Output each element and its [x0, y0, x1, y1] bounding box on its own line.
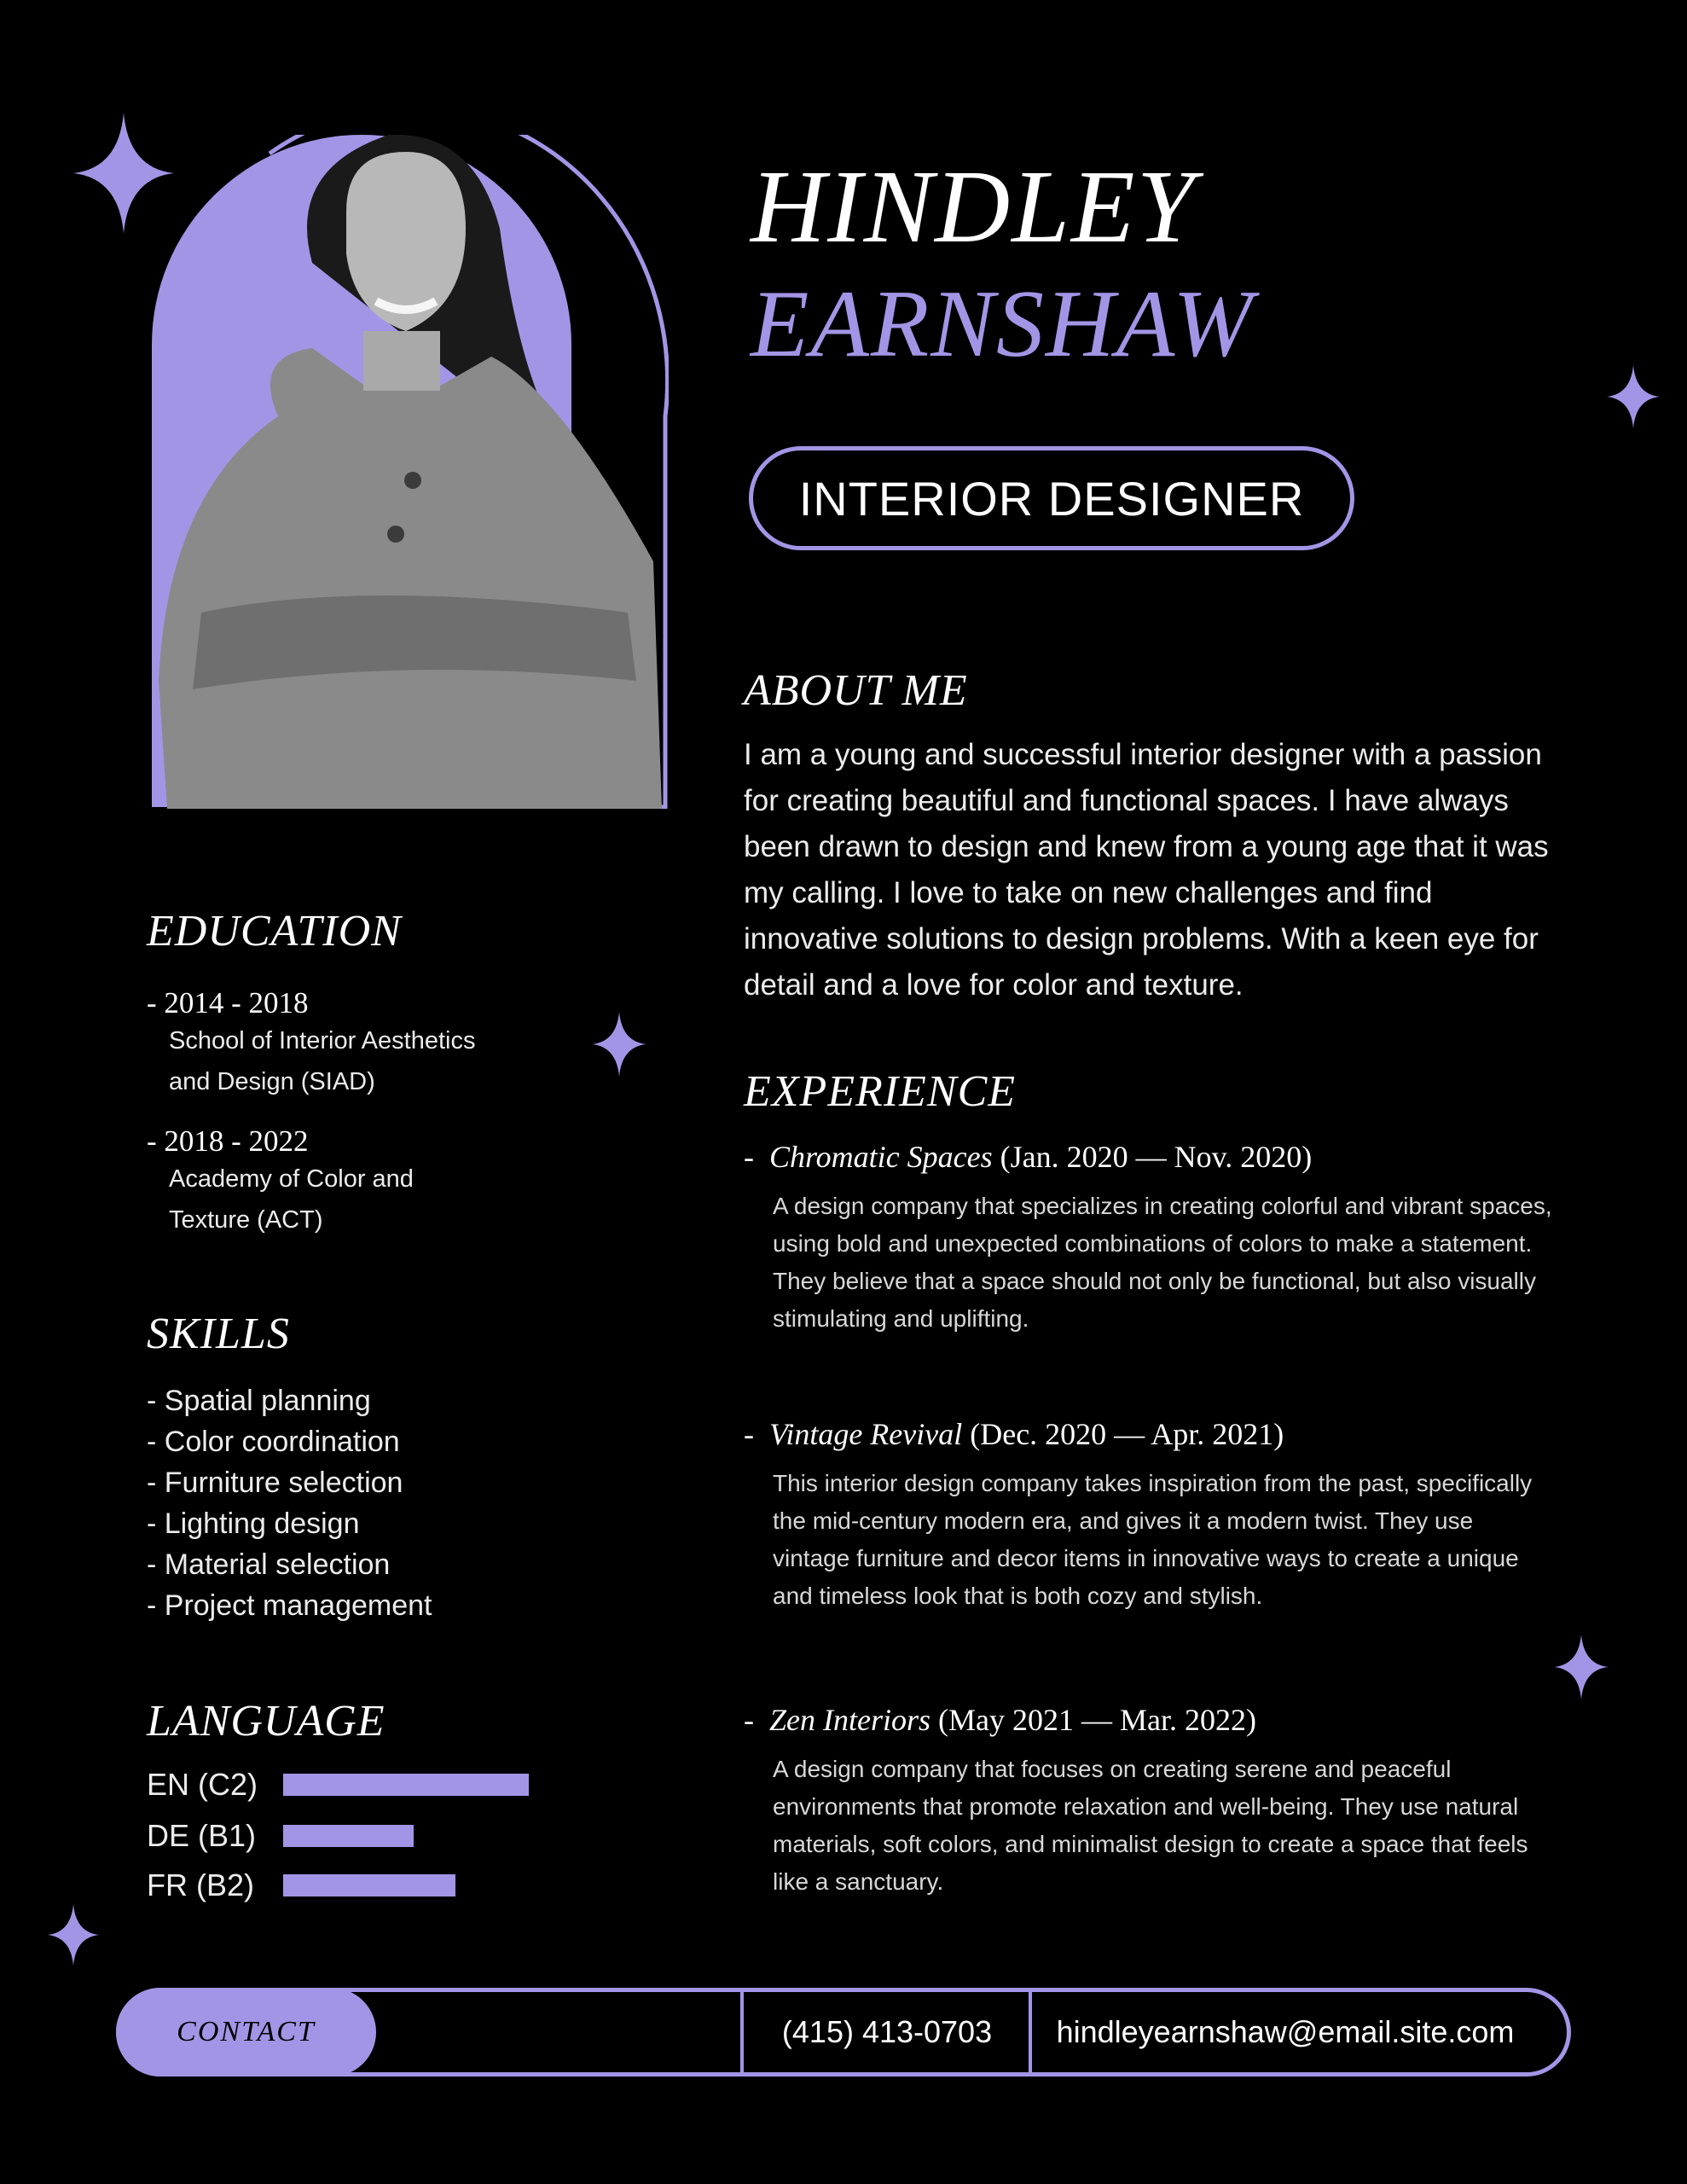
experience-dates: (Dec. 2020 — Apr. 2021)	[970, 1417, 1284, 1451]
language-label: DE (B1)	[147, 1818, 257, 1853]
experience-title	[744, 1414, 1554, 1455]
language-label: EN (C2)	[147, 1767, 258, 1802]
skill-item: - Lighting design	[147, 1507, 360, 1540]
skill-item: - Spatial planning	[147, 1385, 371, 1417]
education-years: - 2018 - 2022	[147, 1124, 309, 1158]
contact-email[interactable]: hindleyearnshaw@email.site.com	[1056, 2014, 1515, 2049]
education-item	[147, 986, 522, 1102]
about-heading: ABOUT ME	[744, 666, 968, 715]
experience-dash: -	[744, 1140, 754, 1174]
experience-title	[744, 1699, 1554, 1740]
about-text: I am a young and successful interior designer with a passion for creating beautiful and functional spaces. I have always been drawn to design and knew from a young age that it was my calling. I love to take on new challenges and find innovative solutions to design problems. With a keen eye for detail and a love for color and texture.	[744, 738, 1549, 1002]
education-item	[147, 1124, 522, 1240]
experience-item	[744, 1414, 1554, 1615]
experience-item	[744, 1136, 1554, 1338]
education-school: Academy of Color and	[169, 1165, 414, 1193]
profile-photo	[150, 135, 669, 809]
language-label: FR (B2)	[147, 1867, 254, 1902]
skill-item: - Project management	[147, 1589, 432, 1622]
experience-company: Chromatic Spaces	[769, 1140, 993, 1174]
education-heading: EDUCATION	[147, 907, 402, 956]
experience-company: Zen Interiors	[769, 1703, 930, 1737]
education-school: Texture (ACT)	[169, 1206, 323, 1234]
experience-dates: (May 2021 — Mar. 2022)	[938, 1703, 1256, 1737]
sparkle-icon	[48, 1904, 99, 1966]
skill-item: - Color coordination	[147, 1426, 400, 1458]
language-heading: LANGUAGE	[147, 1697, 386, 1745]
language-row	[147, 1868, 455, 1902]
education-school: and Design (SIAD)	[169, 1068, 375, 1095]
contact-label: CONTACT	[116, 1988, 376, 2077]
skills-heading: SKILLS	[147, 1310, 290, 1358]
experience-title	[744, 1136, 1554, 1177]
contact-phone[interactable]: (415) 413-0703	[781, 2014, 993, 2049]
language-level-bar	[283, 1874, 455, 1896]
education-years: - 2014 - 2018	[147, 986, 309, 1019]
language-level-bar	[283, 1774, 529, 1796]
sparkle-icon	[1554, 1635, 1609, 1699]
experience-dash: -	[744, 1417, 754, 1451]
sparkle-icon	[1607, 365, 1660, 428]
skill-item: - Material selection	[147, 1548, 391, 1581]
language-row	[147, 1819, 414, 1853]
skill-item: - Furniture selection	[147, 1467, 403, 1499]
experience-company: Vintage Revival	[769, 1417, 963, 1451]
job-title-badge: INTERIOR DESIGNER	[749, 446, 1354, 550]
sparkle-icon	[592, 1012, 646, 1077]
skills-list	[147, 1380, 432, 1626]
experience-description: A design company that focuses on creating serene and peaceful environments that promote relaxation and well-being. They use natural materials, soft colors, and minimalist design to create a space that feels like a sanctuary.	[773, 1756, 1528, 1895]
last-name: EARNSHAW	[751, 271, 1255, 377]
experience-dates: (Jan. 2020 — Nov. 2020)	[1000, 1140, 1313, 1174]
experience-heading: EXPERIENCE	[744, 1067, 1017, 1116]
education-school: School of Interior Aesthetics	[169, 1027, 476, 1054]
experience-dash: -	[744, 1703, 754, 1737]
language-row	[147, 1768, 529, 1802]
first-name: HINDLEY	[751, 149, 1197, 264]
language-level-bar	[283, 1825, 414, 1847]
experience-description: This interior design company takes inspiration from the past, specifically the mid-century modern era, and gives it a modern twist. They use vintage furniture and decor items in innovative ways to create a unique and timeless look that is both cozy and stylish.	[773, 1470, 1533, 1609]
experience-description: A design company that specializes in creating colorful and vibrant spaces, using bold and unexpected combinations of colors to make a statement. They believe that a space should not only be functional, but also visually stimulating and uplifting.	[773, 1193, 1552, 1332]
experience-item	[744, 1699, 1554, 1901]
